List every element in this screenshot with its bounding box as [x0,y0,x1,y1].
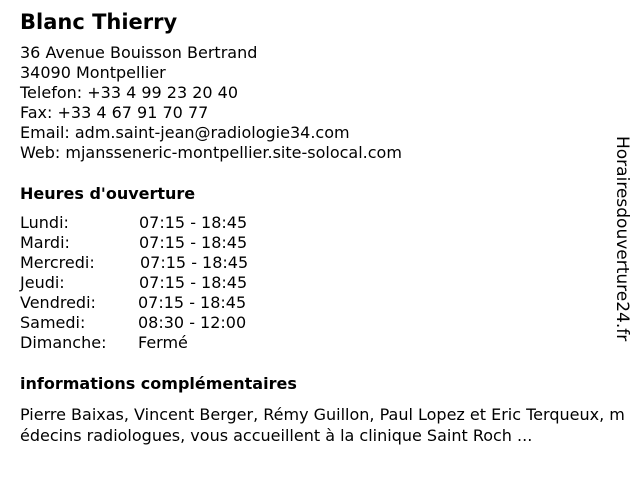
day-label: Mardi: [20,233,70,252]
day-label: Jeudi: [20,273,65,292]
business-name: Blanc Thierry [20,10,178,34]
time-value: Fermé [138,333,188,352]
additional-info-text: Pierre Baixas, Vincent Berger, Rémy Guillon, Paul Lopez et Eric Terqueux, médecins radiologues, vous accueillent à la clinique Saint Roch ... [20,405,625,445]
day-label: Samedi: [20,313,86,332]
email-link[interactable]: Email: adm.saint-jean@radiologie34.com [20,123,350,142]
additional-info-heading: informations complémentaires [20,374,297,393]
day-label: Lundi: [20,213,69,232]
time-value: 07:15 - 18:45 [140,253,249,272]
fax-number: Fax: +33 4 67 91 70 77 [20,103,209,122]
website-link[interactable]: Web: mjansseneric-montpellier.site-solocal.com [20,143,402,162]
time-value: 07:15 - 18:45 [139,213,248,232]
phone-number[interactable]: Telefon: +33 4 99 23 20 40 [20,83,239,102]
address-line-2: 34090 Montpellier [20,63,166,82]
day-label: Mercredi: [20,253,95,272]
address-line-1: 36 Avenue Bouisson Bertrand [20,43,258,62]
time-value: 07:15 - 18:45 [139,273,248,292]
contact-block [20,43,402,163]
time-value: 08:30 - 12:00 [138,313,247,332]
time-value: 07:15 - 18:45 [138,293,247,312]
day-label: Dimanche: [20,333,107,352]
opening-hours-heading: Heures d'ouverture [20,184,196,203]
site-watermark: Horairesdouverture24.fr [612,136,632,342]
time-value: 07:15 - 18:45 [139,233,248,252]
day-label: Vendredi: [20,293,96,312]
